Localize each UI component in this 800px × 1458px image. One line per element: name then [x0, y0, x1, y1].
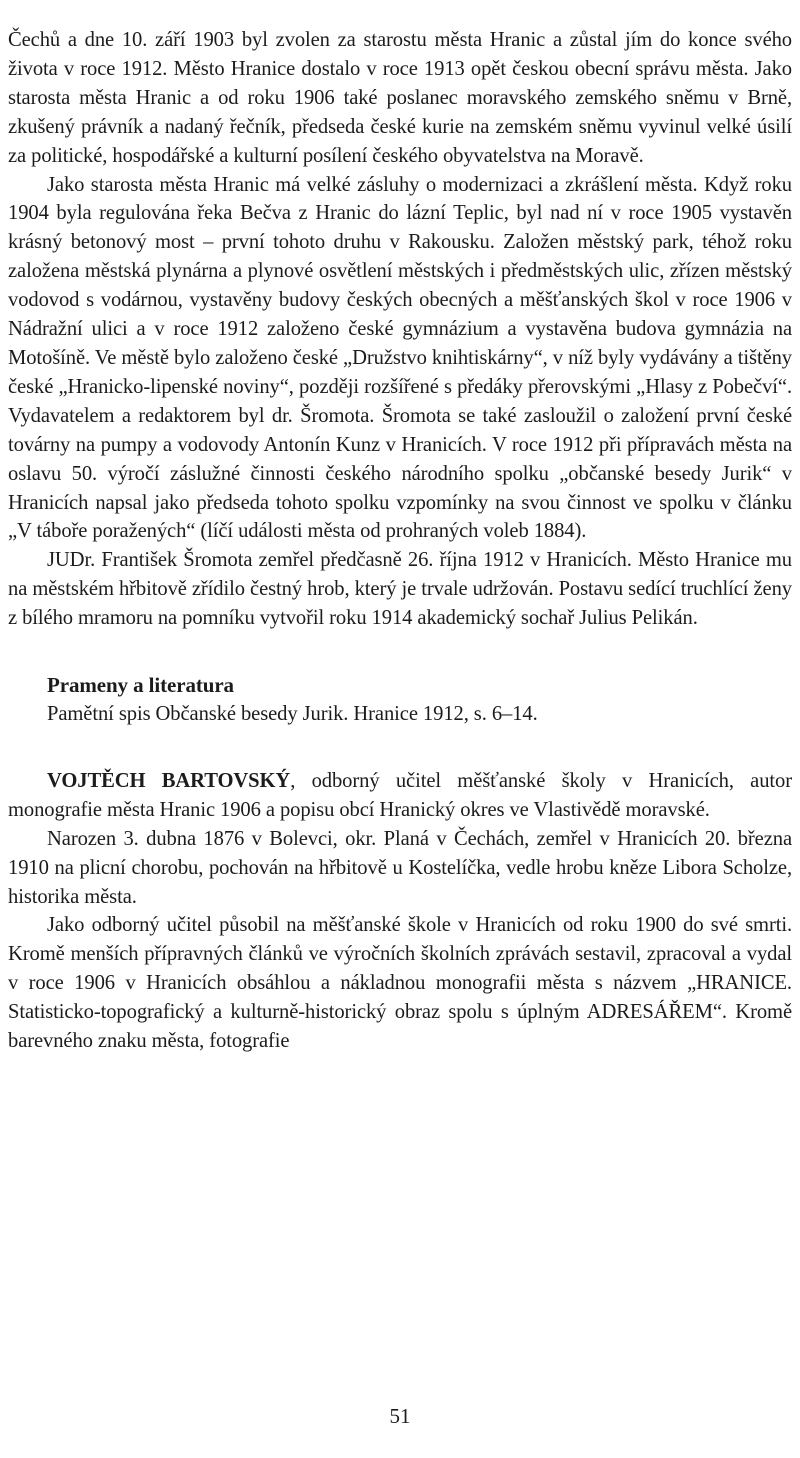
- person-name: VOJTĚCH BARTOVSKÝ: [47, 769, 291, 792]
- bio-birth-death: Narozen 3. dubna 1876 v Bolevci, okr. Planá v Čechách, zemřel v Hranicích 20. března 1910 na plicní chorobu, pochován na hřbitově u Kostelíčka, vedle hrobu kněze Libora Scholze, historika města.: [8, 827, 792, 908]
- bio-intro-text: , odborný učitel měšťanské školy v Hranicích, autor monografie města Hranic 1906 a popisu obcí Hranický okres ve Vlastivědě moravské.: [8, 769, 792, 821]
- paragraph-mayor-term: Čechů a dne 10. září 1903 byl zvolen za starostu města Hranic a zůstal jím do konce svého života v roce 1912. Město Hranice dostalo v roce 1913 opět českou obecní správu města. Jako starosta města Hranic a od roku 1906 také poslanec moravského zemského sněmu v Brně, zkušený právník a nadaný řečník, předseda české kurie na zemském sněmu vyvinul velké úsilí za politické, hospodářské a kulturní posílení českého obyvatelstva na Moravě.: [8, 29, 792, 167]
- sources-text: Pamětní spis Občanské besedy Jurik. Hranice 1912, s. 6–14.: [47, 703, 538, 726]
- paragraph-modernization: Jako starosta města Hranic má velké zásluhy o modernizaci a zkrášlení města. Když roku 1904 byla regulována řeka Bečva z Hranic do lázní Teplic, byl nad ní v roce 1905 vystavěn krásný betonový most – první tohoto druhu v Rakousku. Založen městský park, téhož roku založena městská plynárna a plynové osvětlení městských i předměstských ulic, zřízen městský vodovod s vodárnou, vystavěny budovy českých obecných a měšťanských škol v roce 1906 v Nádražní ulici a v roce 1912 založeno české gymnázium a vystavěna budova gymnázia na Motošíně. Ve městě bylo založeno české „Družstvo knihtiskárny“, v níž byly vydávány a tištěny české „Hranicko-lipenské noviny“, později rozšířené s předáky přerovskými „Hlasy z Pobečví“. Vydavatelem a redaktorem byl dr. Šromota. Šromota se také zasloužil o založení první české továrny na pumpy a vodovody Antonín Kunz v Hranicích. V roce 1912 při přípravách města na oslavu 50. výročí záslužné činnosti českého národního spolku „občanské besedy Jurik“ v Hranicích napsal jako předseda tohoto spolku vzpomínky na svou činnost ve spolku v článku „V táboře poražených“ (líčí události města od prohraných voleb 1884).: [8, 173, 792, 543]
- document-page: [8, 26, 792, 1056]
- bio-career: Jako odborný učitel působil na měšťanské škole v Hranicích od roku 1900 do své smrti. Kromě menších přípravných článků ve výročních školních zprávách sestavil, zpracoval a vydal v roce 1906 v Hranicích obsáhlou a nákladnou monografii města s názvem „HRANICE. Statisticko-topografický a kulturně-historický obraz spolu s úplným ADRESÁŘEM“. Kromě barevného znaku města, fotografie: [8, 914, 792, 1053]
- page-number: 51: [389, 1404, 411, 1428]
- bio-intro: [8, 767, 792, 825]
- paragraph-death: JUDr. František Šromota zemřel předčasně 26. října 1912 v Hranicích. Město Hranice mu na městském hřbitově zřídilo čestný hrob, který je trvale udržován. Postavu sedící truchlící ženy z bílého mramoru na pomníku vytvořil roku 1914 akademický sochař Julius Pelikán.: [8, 549, 792, 630]
- sources-heading: Prameny a literatura: [47, 673, 234, 698]
